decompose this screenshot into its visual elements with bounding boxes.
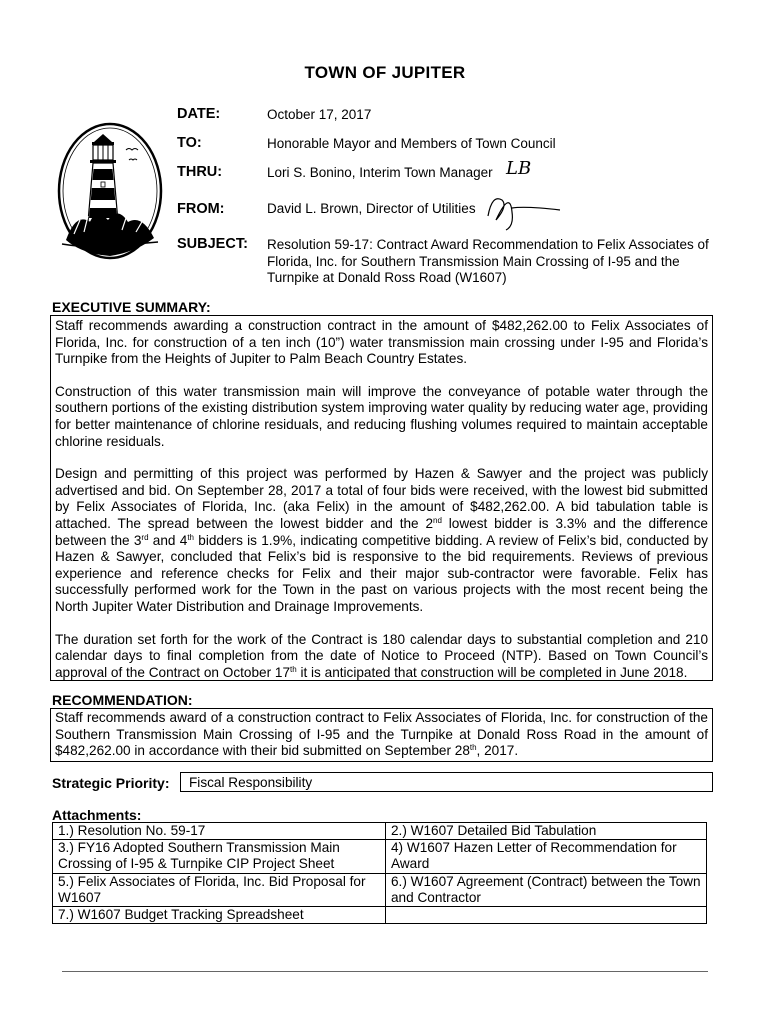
summary-paragraph: The duration set forth for the work of the Contract is 180 calendar days to substantial completion and 210 calendar days to final completion from the date of Notice to Proceed (NTP). Based on Town Council’s approval of the Contract on October 17th it is anticipated that construction will be completed in June 2018. xyxy=(55,631,708,680)
director-signature xyxy=(482,186,562,237)
table-row xyxy=(53,823,707,840)
thru-label: THRU: xyxy=(177,164,223,180)
attachments-title: Attachments: xyxy=(52,807,142,823)
page-title: TOWN OF JUPITER xyxy=(304,63,466,82)
summary-paragraph: Design and permitting of this project was performed by Hazen & Sawyer and the project was publicly advertised and bid. On September 28, 2017 a total of four bids were received, with the lowest bid submitted by Felix Associates of Florida, Inc. (aka Felix) in the amount of $482,262.00. A bid tabulation table is attached. The spread between the lowest bidder and the 2nd lowest bidder is 3.3% and the difference between the 3rd and 4th bidders is 1.9%, indicating competitive bidding. A review of Felix’s bid, conducted by Hazen & Sawyer, concluded that Felix’s bid is responsive to the bid requirements. Reviews of previous experience and reference checks for Felix and their major sub-contractor were favorable. Felix has successfully performed work for the Town in the past on various projects with the most recent being the North Jupiter Water Distribution and Drainage Improvements. xyxy=(55,466,709,614)
manager-initials: LB xyxy=(506,158,532,179)
attachment-cell: 3.) FY16 Adopted Southern Transmission Main Crossing of I-95 & Turnpike CIP Project Sheet xyxy=(53,840,386,873)
attachment-cell: 1.) Resolution No. 59-17 xyxy=(53,823,386,840)
date-label: DATE: xyxy=(177,106,221,122)
table-row xyxy=(53,840,707,873)
to-label: TO: xyxy=(177,135,202,151)
attachment-cell xyxy=(386,907,707,924)
recommendation-box xyxy=(50,708,713,762)
from-value: David L. Brown, Director of Utilities xyxy=(267,201,476,216)
strategic-priority-value: Fiscal Responsibility xyxy=(180,772,713,792)
summary-paragraph: Staff recommends awarding a construction contract in the amount of $482,262.00 to Felix Associates of Florida, Inc. for construction of a ten inch (10”) water transmission main crossing under I-95 and Florida’s Turnpike from the Heights of Jupiter to Palm Beach Country Estates. xyxy=(55,318,708,367)
table-row xyxy=(53,873,707,906)
attachment-cell: 5.) Felix Associates of Florida, Inc. Bid Proposal for W1607 xyxy=(53,873,386,906)
attachment-cell: 2.) W1607 Detailed Bid Tabulation xyxy=(386,823,707,840)
table-row xyxy=(53,907,707,924)
executive-summary-title: EXECUTIVE SUMMARY: xyxy=(52,299,211,315)
attachment-cell: 6.) W1607 Agreement (Contract) between the Town and Contractor xyxy=(386,873,707,906)
date-value: October 17, 2017 xyxy=(267,107,372,122)
summary-paragraph: Construction of this water transmission main will improve the conveyance of potable water through the southern portions of the existing distribution system improving water quality by reducing water age, providing for better maintenance of chlorine residuals, and reducing flushing volumes required to maintain acceptable chlorine residuals. xyxy=(55,383,708,449)
to-value: Honorable Mayor and Members of Town Council xyxy=(267,136,556,151)
thru-value: Lori S. Bonino, Interim Town Manager xyxy=(267,165,493,180)
attachment-cell: 4) W1607 Hazen Letter of Recommendation for Award xyxy=(386,840,707,873)
executive-summary-box xyxy=(50,315,713,681)
recommendation-text: Staff recommends award of a construction contract to Felix Associates of Florida, Inc. for construction of the Southern Transmission Main Crossing of I-95 and the Turnpike at Donald Ross Road in the amount of $482,262.00 in accordance with their bid submitted on September 28th, 2017. xyxy=(55,710,708,759)
footer-divider xyxy=(62,971,708,972)
from-label: FROM: xyxy=(177,201,225,217)
recommendation-title: RECOMMENDATION: xyxy=(52,692,193,708)
town-lighthouse-logo xyxy=(56,122,164,260)
attachment-cell: 7.) W1607 Budget Tracking Spreadsheet xyxy=(53,907,386,924)
subject-label: SUBJECT: xyxy=(177,236,248,252)
attachments-table xyxy=(52,822,707,924)
strategic-priority-label: Strategic Priority: xyxy=(52,775,170,791)
subject-value: Resolution 59-17: Contract Award Recommendation to Felix Associates of Florida, Inc. for Southern Transmission Main Crossing of I-95 and the Turnpike at Donald Ross Road (W1607) xyxy=(267,237,709,285)
